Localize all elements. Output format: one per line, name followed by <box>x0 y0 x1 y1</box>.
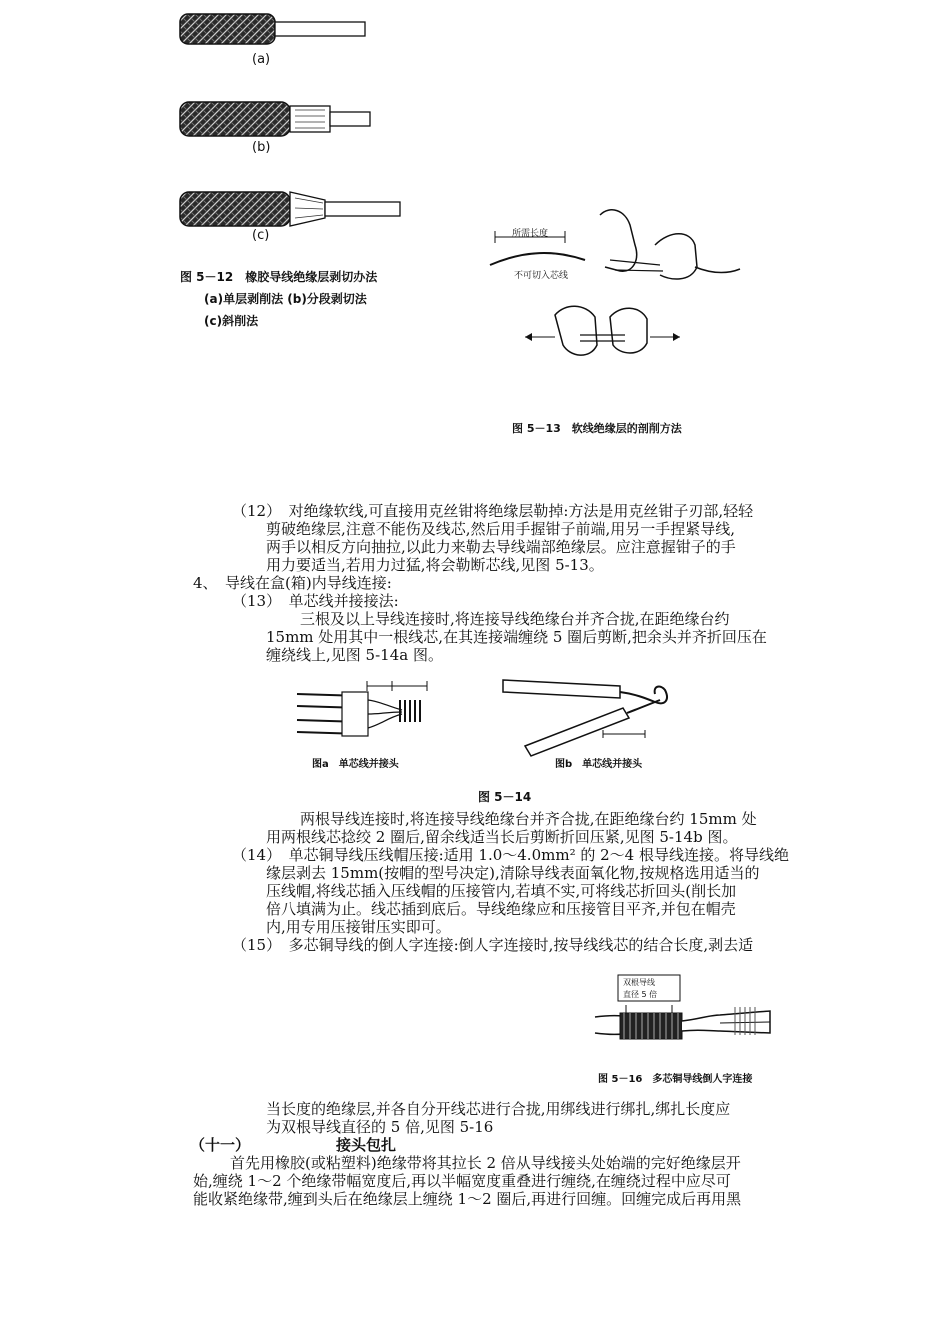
heading-4: 4、 导线在盒(箱)内导线连接: <box>193 574 392 592</box>
figure-caption: 图 5－13 软线绝缘层的剖削方法 <box>512 422 682 435</box>
paragraph-13-line: 15mm 处用其中一根线芯,在其连接端缠绕 5 圈后剪断,把余头并齐折回压在 <box>266 628 767 646</box>
note-line-1: 双根导线 <box>623 978 655 987</box>
paragraph-12-line: （12） 对绝缘软线,可直接用克丝钳将绝缘层勒掉:方法是用克丝钳子刃部,轻轻 <box>232 502 754 520</box>
note-line-2: 直径 5 倍 <box>623 990 658 999</box>
cable-c-drawing <box>175 188 415 238</box>
paragraph-12-line: 两手以相反方向抽拉,以此力来勒去导线端部绝缘层。应注意握钳子的手 <box>266 538 736 556</box>
paragraph-13b-line: 用两根线芯捻绞 2 圈后,留余线适当长后剪断折回压紧,见图 5-14b 图。 <box>266 828 738 846</box>
paragraph-13-line: 缠绕线上,见图 5-14a 图。 <box>266 646 443 664</box>
paragraph-16-line: 首先用橡胶(或粘塑料)绝缘带将其拉长 2 倍从导线接头处始端的完好绝缘层开 <box>230 1154 741 1172</box>
paragraph-14-line: 倍八填满为止。线芯插到底后。导线绝缘应和压接管目平齐,并包在帽壳 <box>266 900 736 918</box>
label-a: (a) <box>252 52 271 67</box>
paragraph-14-line: 缘层剥去 15mm(按帽的型号决定),清除导线表面氧化物,按规格选用适当的 <box>266 864 760 882</box>
figure-caption-sub: (a)单层剥削法 (b)分段剥切法 <box>204 292 367 306</box>
parallel-joint-a-drawing <box>292 676 452 746</box>
length-label: 所需长度 <box>512 229 549 239</box>
no-cut-label: 不可切入芯线 <box>514 271 569 281</box>
inverted-herringbone-joint-drawing <box>590 975 790 1055</box>
paragraph-14-line: 内,用专用压接钳压实即可。 <box>266 918 451 936</box>
paragraph-12-line: 剪破绝缘层,注意不能伤及线芯,然后用手握钳子前端,用另一手捏紧导线, <box>266 520 736 538</box>
paragraph-13b-line: 两根导线连接时,将连接导线绝缘台并齐合拢,在距绝缘台约 15mm 处 <box>300 810 757 828</box>
cable-a-drawing <box>175 10 415 60</box>
section-title: 接头包扎 <box>336 1136 397 1154</box>
paragraph-15-line: 为双根导线直径的 5 倍,见图 5-16 <box>266 1118 494 1136</box>
figure-caption: 图 5－16 多芯铜导线倒人字连接 <box>598 1074 753 1085</box>
paragraph-14-line: （14） 单芯铜导线压线帽压接:适用 1.0～4.0mm² 的 2～4 根导线连接。将导线绝 <box>232 846 789 864</box>
paragraph-13-title: （13） 单芯线并接接法: <box>232 592 399 610</box>
figure-caption: 图 5－14 <box>478 790 532 804</box>
parallel-joint-b-drawing <box>495 672 695 762</box>
sub-caption-a: 图a 单芯线并接头 <box>312 759 399 770</box>
sub-caption-b: 图b 单芯线并接头 <box>555 759 643 770</box>
figure-caption-sub: (c)斜削法 <box>204 314 259 328</box>
paragraph-16-line: 始,缠绕 1～2 个绝缘带幅宽度后,再以半幅宽度重叠进行缠绕,在缠绕过程中应尽可 <box>193 1172 731 1190</box>
figure-caption: 图 5－12 橡胶导线绝缘层剥切办法 <box>180 270 378 284</box>
paragraph-14-line: 压线帽,将线芯插入压线帽的压接管内,若填不实,可将线芯折回头(削长加 <box>266 882 737 900</box>
section-number: （十一） <box>190 1136 251 1154</box>
paragraph-13-line: 三根及以上导线连接时,将连接导线绝缘台并齐合拢,在距绝缘台约 <box>300 610 730 628</box>
paragraph-15-line: 当长度的绝缘层,并各自分开线芯进行合拢,用绑线进行绑扎,绑扎长度应 <box>266 1100 731 1118</box>
label-b: (b) <box>252 140 271 155</box>
paragraph-15-line: （15） 多芯铜导线的倒人字连接:倒人字连接时,按导线线芯的结合长度,剥去适 <box>232 936 754 954</box>
paragraph-16-line: 能收紧绝缘带,缠到头后在绝缘层上缠绕 1～2 圈后,再进行回缠。回缠完成后再用黑 <box>193 1190 742 1208</box>
cable-b-drawing <box>175 98 415 148</box>
label-c: (c) <box>252 228 270 243</box>
paragraph-12-line: 用力要适当,若用力过猛,将会勒断芯线,见图 5-13。 <box>266 556 604 574</box>
